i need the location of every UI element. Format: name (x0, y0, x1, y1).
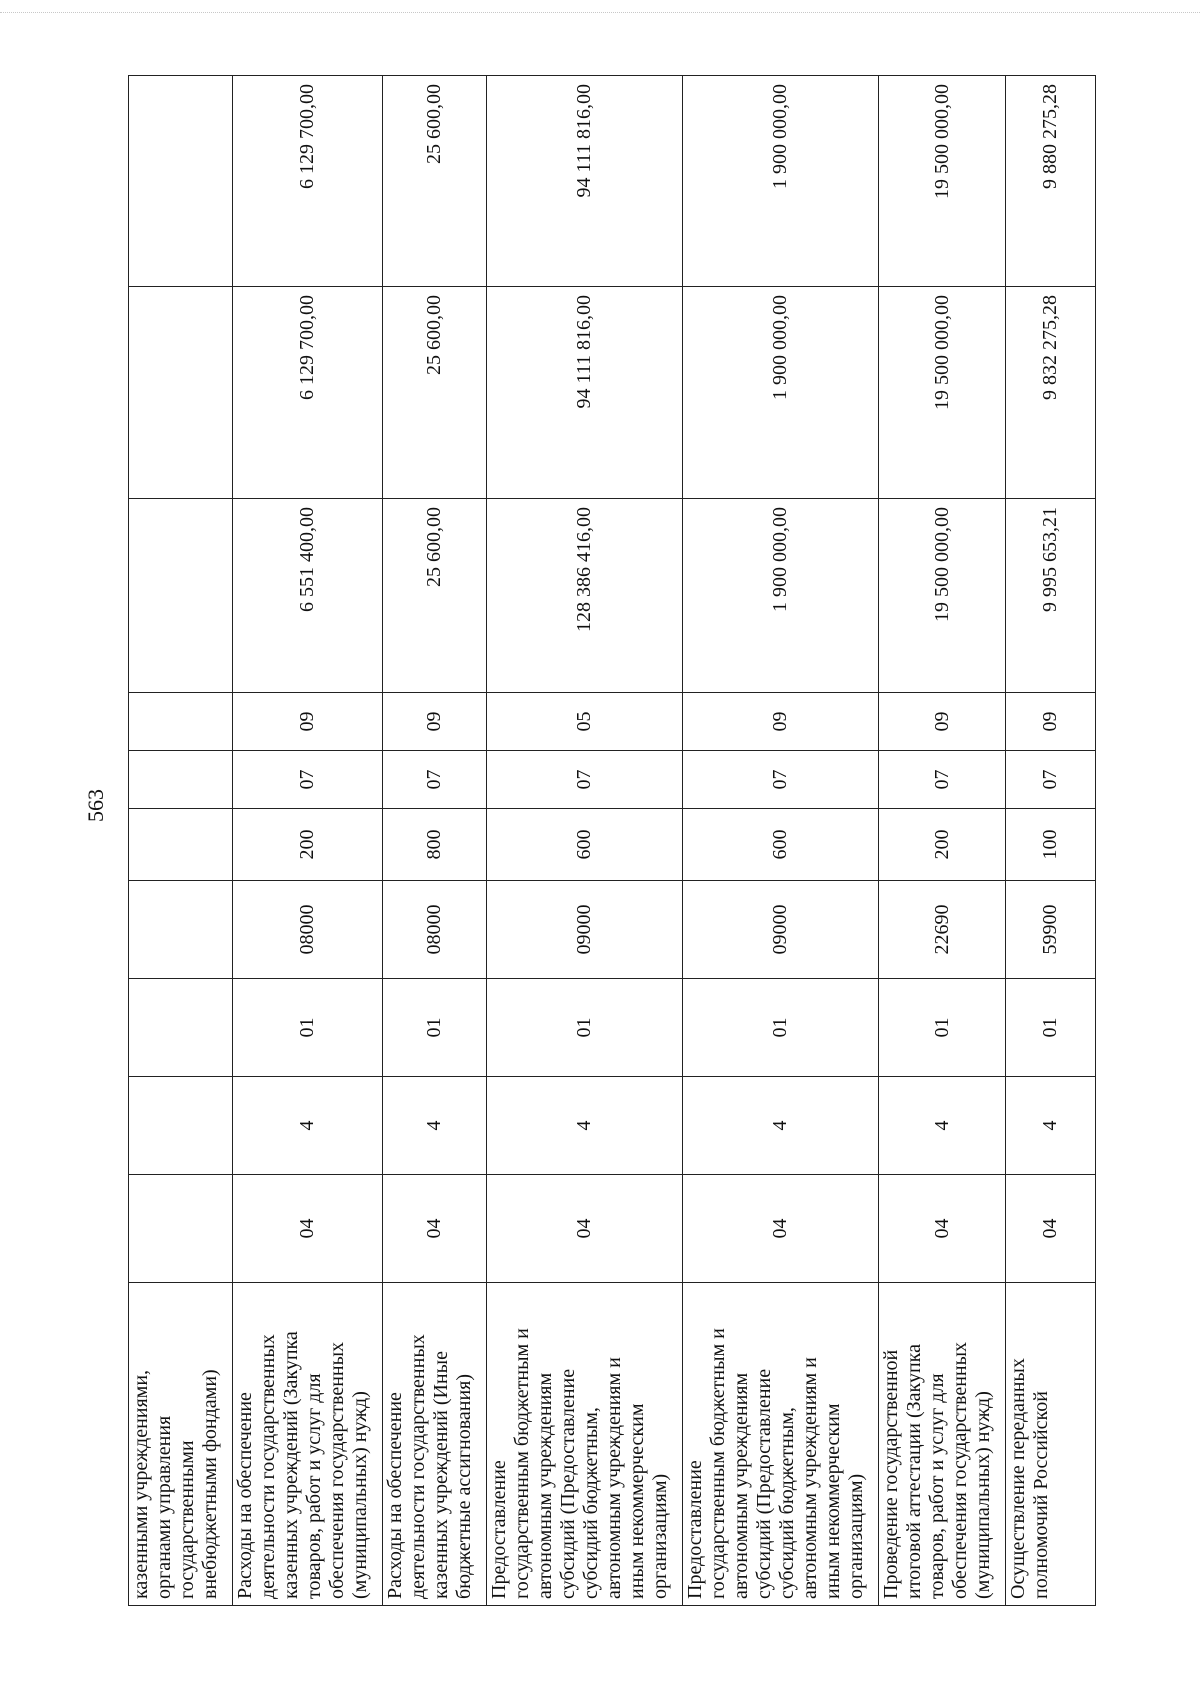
amount-year3-cell: 1 900 000,00 (683, 76, 879, 287)
subdivision-code-cell: 09 (383, 693, 487, 751)
row-name-line: субсидий бюджетным, (776, 1407, 798, 1599)
expense-type-cell: 200 (233, 809, 383, 881)
table-row (383, 76, 487, 1606)
section-code-cell: 04 (683, 1175, 879, 1283)
page-number: 563 (83, 789, 108, 822)
row-name-line: организациям) (845, 1473, 867, 1599)
subdivision-code-cell: 09 (879, 693, 1006, 751)
division-code-cell: 07 (383, 751, 487, 809)
row-name-line: автономным учреждениям (730, 1372, 752, 1599)
expense-type-cell: 800 (383, 809, 487, 881)
row-name-line: деятельности государственных (257, 1334, 279, 1599)
row-name-line: обеспечения государственных (326, 1341, 348, 1599)
amount-year1-cell: 25 600,00 (383, 499, 487, 693)
program-code-cell (129, 979, 233, 1077)
row-name-line: государственным бюджетным и (707, 1328, 729, 1599)
table-row (683, 76, 879, 1606)
row-name-line: Расходы на обеспечение (234, 1392, 256, 1599)
row-name-line: казенных учреждений (Закупка (280, 1331, 302, 1599)
row-name-line: Предоставление (684, 1460, 706, 1599)
row-name-line: государственным бюджетным и (511, 1328, 533, 1599)
subdivision-code-cell: 09 (1006, 693, 1096, 751)
subsection-code-cell: 4 (683, 1077, 879, 1175)
row-name-line: казенными учреждениями, (130, 1369, 152, 1599)
row-name-line: товаров, работ и услуг для (303, 1373, 325, 1599)
row-name-line: органами управления (153, 1415, 175, 1599)
row-name-line: деятельности государственных (407, 1334, 429, 1599)
row-name-line: Расходы на обеспечение (384, 1392, 406, 1599)
expense-type-cell: 200 (879, 809, 1006, 881)
target-code-cell: 08000 (233, 881, 383, 979)
row-name-cell (879, 1283, 1006, 1606)
row-name-line: иным некоммерческим (822, 1403, 844, 1599)
section-code-cell: 04 (879, 1175, 1006, 1283)
subsection-code-cell: 4 (233, 1077, 383, 1175)
program-code-cell: 01 (383, 979, 487, 1077)
amount-year2-cell: 25 600,00 (383, 287, 487, 499)
expense-type-cell: 600 (487, 809, 683, 881)
amount-year1-cell: 19 500 000,00 (879, 499, 1006, 693)
row-name-line: автономным учреждениям (534, 1372, 556, 1599)
row-name-line: организациям) (649, 1473, 671, 1599)
subdivision-code-cell: 05 (487, 693, 683, 751)
section-code-cell: 04 (487, 1175, 683, 1283)
row-name-line: обеспечения государственных (949, 1341, 971, 1599)
row-name-line: Осуществление переданных (1007, 1358, 1029, 1599)
row-name-cell (129, 1283, 233, 1606)
budget-table (128, 75, 1096, 1606)
row-name-line: Проведение государственной (880, 1349, 902, 1599)
division-code-cell: 07 (879, 751, 1006, 809)
row-name-line: субсидий (Предоставление (753, 1368, 775, 1599)
row-name-line: субсидий (Предоставление (557, 1368, 579, 1599)
division-code-cell: 07 (1006, 751, 1096, 809)
target-code-cell: 59900 (1006, 881, 1096, 979)
row-name-line: (муниципальных) нужд) (972, 1391, 994, 1599)
row-name-line: бюджетные ассигнования) (453, 1373, 475, 1599)
amount-year3-cell (129, 76, 233, 287)
target-code-cell: 22690 (879, 881, 1006, 979)
target-code-cell: 09000 (683, 881, 879, 979)
division-code-cell: 07 (233, 751, 383, 809)
table-row (129, 76, 233, 1606)
table-body (129, 76, 1096, 1606)
amount-year3-cell: 19 500 000,00 (879, 76, 1006, 287)
subsection-code-cell: 4 (1006, 1077, 1096, 1175)
row-name-cell (233, 1283, 383, 1606)
subsection-code-cell: 4 (487, 1077, 683, 1175)
row-name-line: субсидий бюджетным, (580, 1407, 602, 1599)
amount-year1-cell: 9 995 653,21 (1006, 499, 1096, 693)
division-code-cell (129, 751, 233, 809)
row-name-line: государственными (176, 1440, 198, 1599)
row-name-cell (383, 1283, 487, 1606)
program-code-cell: 01 (1006, 979, 1096, 1077)
row-name-line: (муниципальных) нужд) (349, 1391, 371, 1599)
target-code-cell (129, 881, 233, 979)
section-code-cell: 04 (383, 1175, 487, 1283)
row-name-line: иным некоммерческим (626, 1403, 648, 1599)
program-code-cell: 01 (487, 979, 683, 1077)
amount-year3-cell: 94 111 816,00 (487, 76, 683, 287)
row-name-line: автономным учреждениям и (603, 1357, 625, 1599)
target-code-cell: 08000 (383, 881, 487, 979)
amount-year2-cell: 1 900 000,00 (683, 287, 879, 499)
row-name-cell (1006, 1283, 1096, 1606)
subsection-code-cell (129, 1077, 233, 1175)
rotated-table-wrapper (128, 76, 1095, 1606)
table-row (879, 76, 1006, 1606)
row-name-cell (487, 1283, 683, 1606)
amount-year2-cell: 94 111 816,00 (487, 287, 683, 499)
amount-year2-cell: 19 500 000,00 (879, 287, 1006, 499)
expense-type-cell: 600 (683, 809, 879, 881)
section-code-cell (129, 1175, 233, 1283)
amount-year2-cell: 6 129 700,00 (233, 287, 383, 499)
amount-year3-cell: 9 880 275,28 (1006, 76, 1096, 287)
subsection-code-cell: 4 (879, 1077, 1006, 1175)
row-name-line: Предоставление (488, 1460, 510, 1599)
row-name-line: полномочий Российской (1030, 1391, 1052, 1599)
division-code-cell: 07 (683, 751, 879, 809)
row-name-line: итоговой аттестации (Закупка (903, 1344, 925, 1599)
amount-year1-cell (129, 499, 233, 693)
table-row (487, 76, 683, 1606)
row-name-line: автономным учреждениям и (799, 1357, 821, 1599)
target-code-cell: 09000 (487, 881, 683, 979)
section-code-cell: 04 (1006, 1175, 1096, 1283)
program-code-cell: 01 (879, 979, 1006, 1077)
amount-year1-cell: 1 900 000,00 (683, 499, 879, 693)
row-name-line: казенных учреждений (Иные (430, 1351, 452, 1599)
program-code-cell: 01 (683, 979, 879, 1077)
table-row (1006, 76, 1096, 1606)
row-name-cell (683, 1283, 879, 1606)
division-code-cell: 07 (487, 751, 683, 809)
subdivision-code-cell: 09 (233, 693, 383, 751)
expense-type-cell (129, 809, 233, 881)
section-code-cell: 04 (233, 1175, 383, 1283)
amount-year3-cell: 25 600,00 (383, 76, 487, 287)
amount-year2-cell (129, 287, 233, 499)
table-row (233, 76, 383, 1606)
row-name-line: товаров, работ и услуг для (926, 1373, 948, 1599)
program-code-cell: 01 (233, 979, 383, 1077)
amount-year3-cell: 6 129 700,00 (233, 76, 383, 287)
amount-year1-cell: 128 386 416,00 (487, 499, 683, 693)
subdivision-code-cell: 09 (683, 693, 879, 751)
amount-year1-cell: 6 551 400,00 (233, 499, 383, 693)
subsection-code-cell: 4 (383, 1077, 487, 1175)
page-edge (0, 12, 1200, 13)
amount-year2-cell: 9 832 275,28 (1006, 287, 1096, 499)
subdivision-code-cell (129, 693, 233, 751)
expense-type-cell: 100 (1006, 809, 1096, 881)
row-name-line: внебюджетными фондами) (199, 1369, 221, 1599)
